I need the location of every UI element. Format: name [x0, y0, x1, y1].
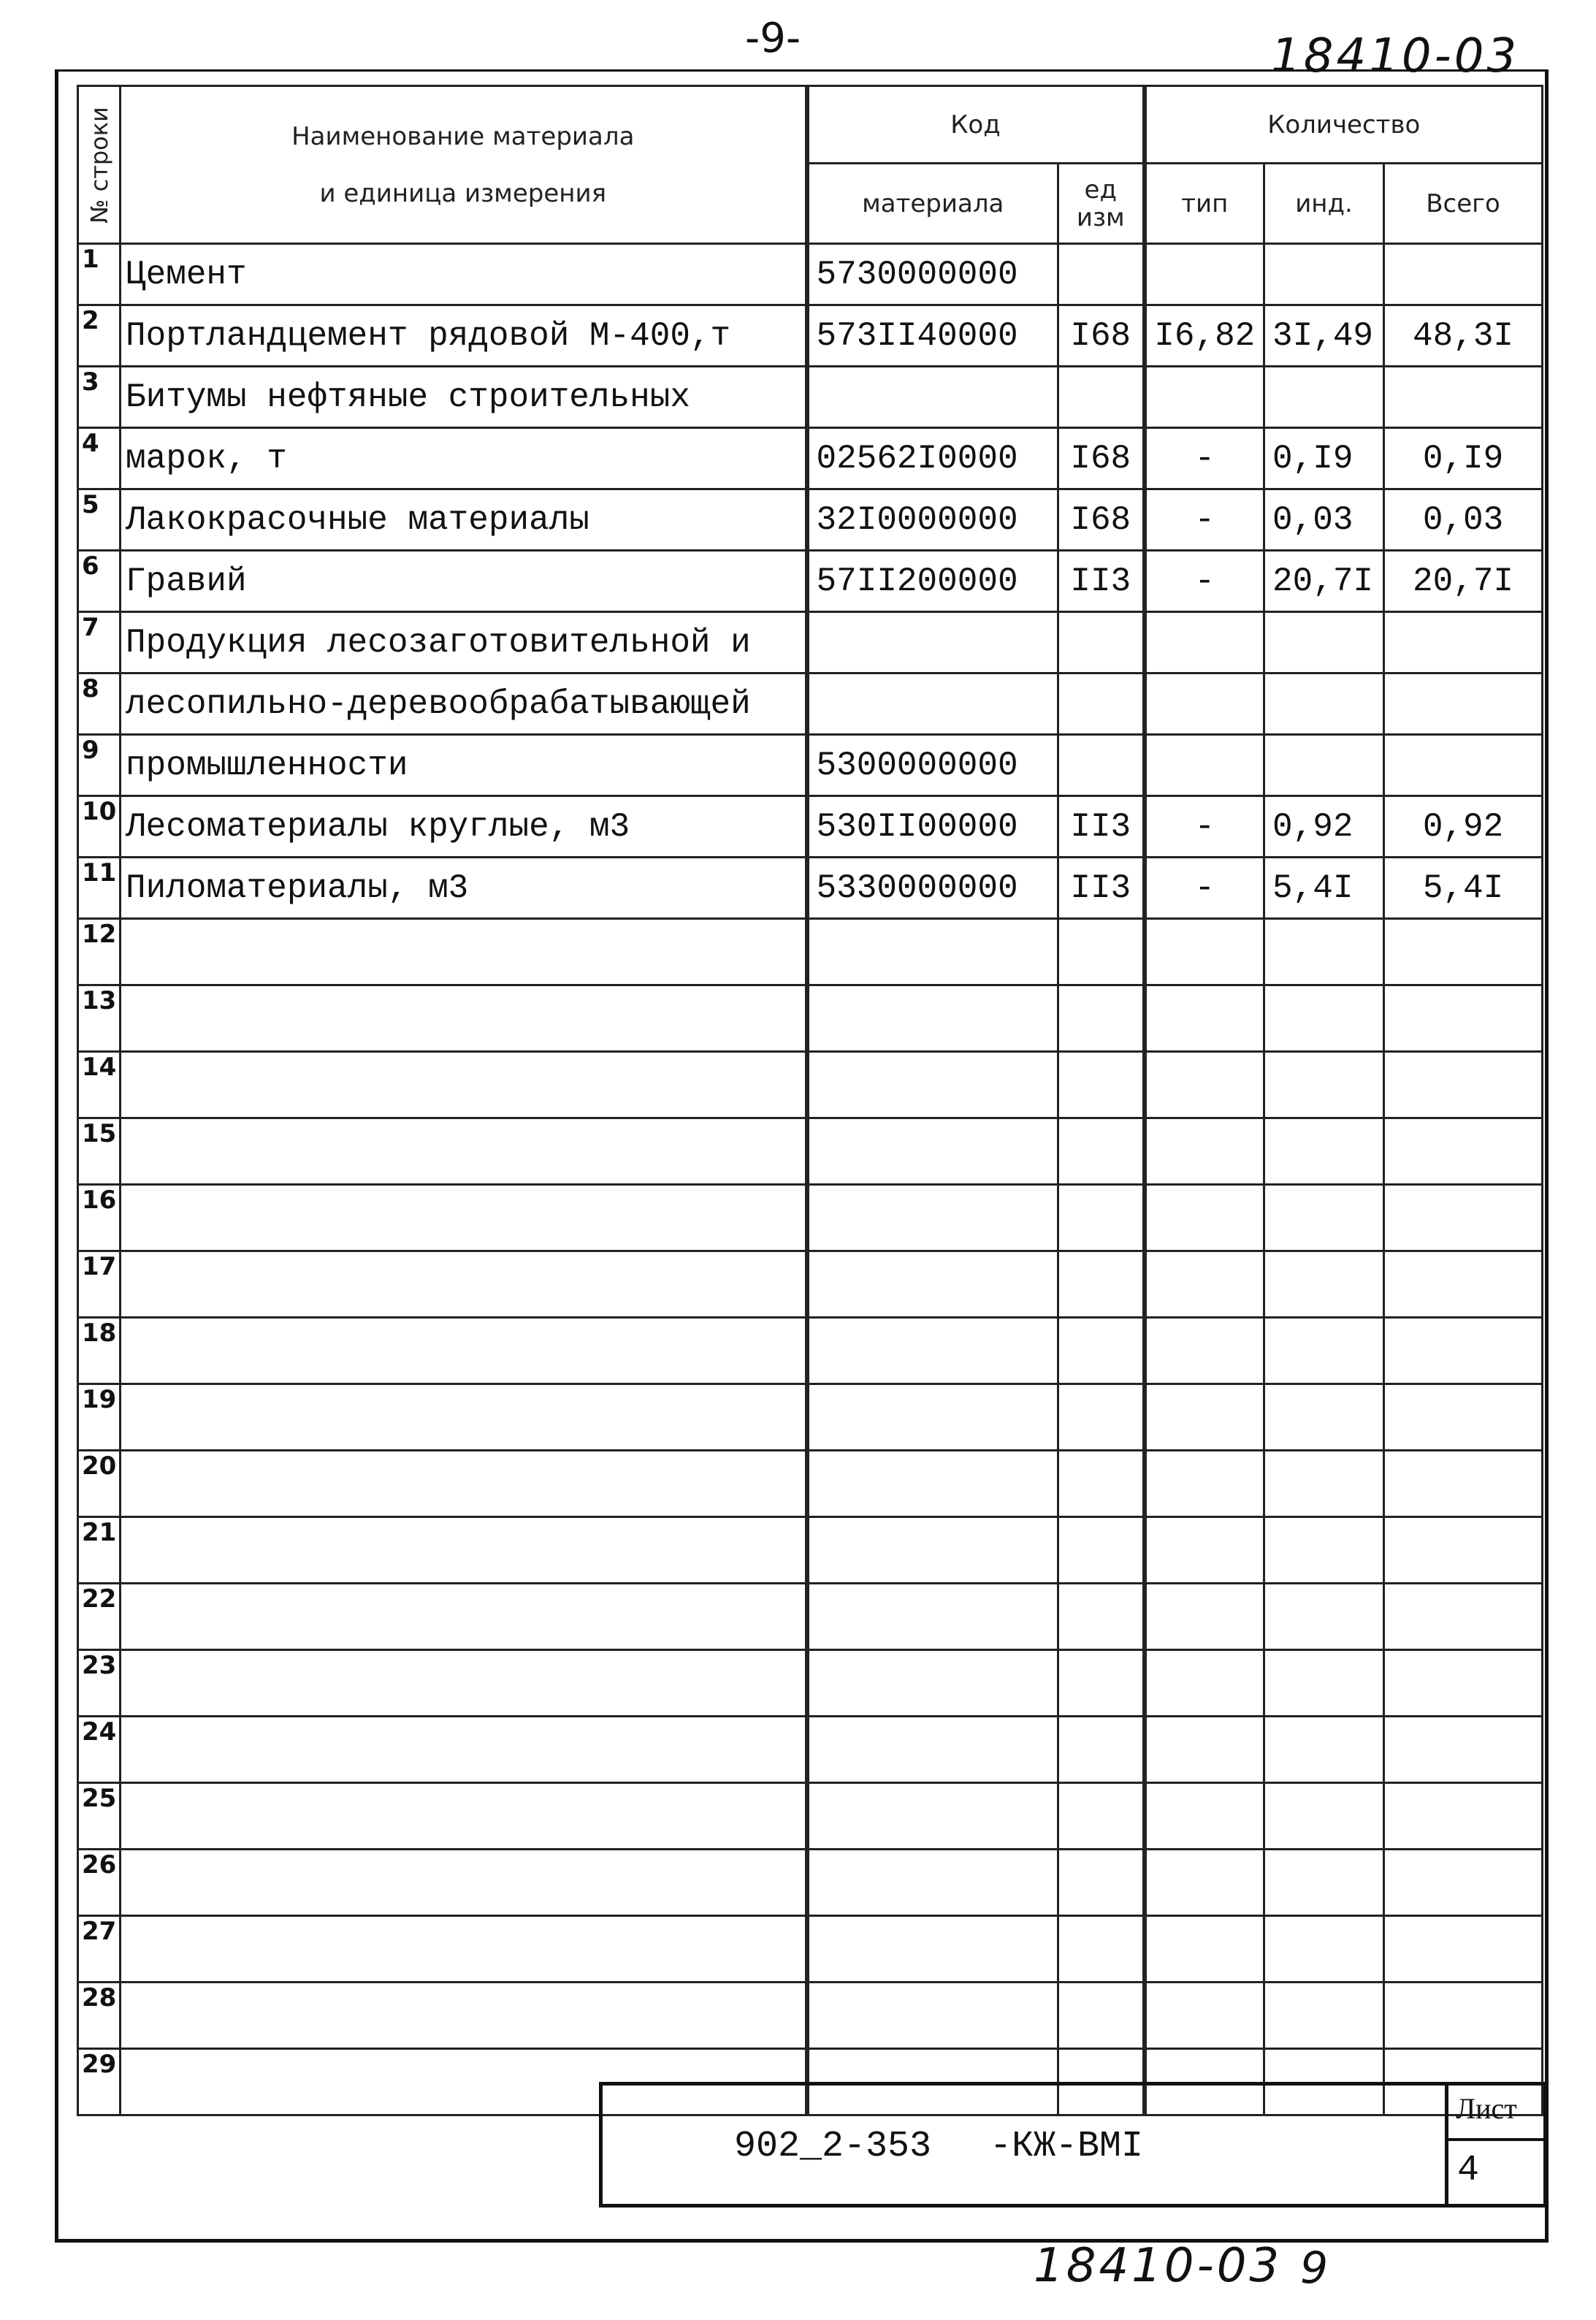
material-code: 5730000000	[807, 244, 1058, 305]
row-number: 13	[78, 985, 121, 1052]
table-row	[78, 735, 1543, 796]
qty-ind: 3I,49	[1264, 305, 1384, 367]
unit-code: I68	[1058, 305, 1145, 367]
qty-type	[1145, 1850, 1264, 1916]
document-code-bottom: 18410-03	[1034, 2239, 1283, 2293]
qty-total: 5,4I	[1384, 858, 1543, 919]
table-row-empty	[78, 1916, 1543, 1983]
qty-type	[1145, 985, 1264, 1052]
header-code: Код	[807, 86, 1145, 164]
material-code	[807, 1916, 1058, 1983]
material-name: марок, т	[121, 428, 807, 489]
material-code	[807, 367, 1058, 428]
material-code	[807, 1517, 1058, 1584]
page-mark-bottom: 9	[1300, 2243, 1329, 2294]
qty-ind	[1264, 1916, 1384, 1983]
material-name	[121, 1983, 807, 2049]
qty-ind	[1264, 1451, 1384, 1517]
qty-ind: 0,03	[1264, 489, 1384, 551]
material-name	[121, 1384, 807, 1451]
unit-code: II3	[1058, 858, 1145, 919]
row-number: 4	[78, 428, 121, 489]
qty-type: -	[1145, 551, 1264, 612]
qty-ind	[1264, 1384, 1384, 1451]
unit-code	[1058, 1783, 1145, 1850]
row-number: 3	[78, 367, 121, 428]
material-code: 32I0000000	[807, 489, 1058, 551]
material-name	[121, 1052, 807, 1118]
row-number: 1	[78, 244, 121, 305]
qty-type	[1145, 1052, 1264, 1118]
qty-total	[1384, 1517, 1543, 1584]
row-number: 2	[78, 305, 121, 367]
material-code	[807, 1650, 1058, 1717]
header-qty-total: Всего	[1384, 164, 1543, 244]
table-row-empty	[78, 1052, 1543, 1118]
row-number: 20	[78, 1451, 121, 1517]
row-number: 14	[78, 1052, 121, 1118]
qty-ind	[1264, 367, 1384, 428]
qty-ind	[1264, 1650, 1384, 1717]
unit-code	[1058, 1451, 1145, 1517]
materials-table	[77, 85, 1543, 2116]
row-number: 11	[78, 858, 121, 919]
material-name: Пиломатериалы, м3	[121, 858, 807, 919]
table-row	[78, 796, 1543, 858]
unit-code	[1058, 674, 1145, 735]
form-sheet	[55, 69, 1549, 2243]
material-name: Цемент	[121, 244, 807, 305]
qty-total	[1384, 735, 1543, 796]
material-code	[807, 1717, 1058, 1783]
qty-total: 20,7I	[1384, 551, 1543, 612]
qty-type	[1145, 1251, 1264, 1318]
material-name	[121, 919, 807, 985]
header-row-number	[78, 86, 121, 244]
material-code: 530II00000	[807, 796, 1058, 858]
unit-code	[1058, 1584, 1145, 1650]
qty-ind: 0,I9	[1264, 428, 1384, 489]
table-row	[78, 674, 1543, 735]
material-name: Портландцемент рядовой М-400,т	[121, 305, 807, 367]
title-block	[599, 2082, 1547, 2208]
row-number: 7	[78, 612, 121, 674]
row-number: 22	[78, 1584, 121, 1650]
qty-type	[1145, 1384, 1264, 1451]
row-number: 9	[78, 735, 121, 796]
qty-type	[1145, 367, 1264, 428]
unit-code	[1058, 612, 1145, 674]
table-row	[78, 367, 1543, 428]
table-row	[78, 428, 1543, 489]
table-row-empty	[78, 1783, 1543, 1850]
material-code	[807, 1052, 1058, 1118]
qty-type: -	[1145, 489, 1264, 551]
material-name	[121, 1850, 807, 1916]
material-code	[807, 612, 1058, 674]
material-code	[807, 985, 1058, 1052]
material-name	[121, 1118, 807, 1185]
header-code-unit: ед изм	[1058, 164, 1145, 244]
qty-ind	[1264, 674, 1384, 735]
unit-code	[1058, 367, 1145, 428]
unit-code	[1058, 985, 1145, 1052]
qty-total: 0,03	[1384, 489, 1543, 551]
qty-type: -	[1145, 796, 1264, 858]
material-name	[121, 1717, 807, 1783]
unit-code	[1058, 1650, 1145, 1717]
material-code	[807, 1584, 1058, 1650]
sheet-divider	[1448, 2138, 1543, 2141]
qty-ind	[1264, 1118, 1384, 1185]
table-row-empty	[78, 985, 1543, 1052]
header-code-material: материала	[807, 164, 1058, 244]
qty-type	[1145, 1185, 1264, 1251]
row-number: 5	[78, 489, 121, 551]
material-name	[121, 1584, 807, 1650]
qty-ind	[1264, 1185, 1384, 1251]
qty-type	[1145, 1916, 1264, 1983]
unit-code	[1058, 1983, 1145, 2049]
sheet-cell	[1445, 2086, 1543, 2204]
table-row	[78, 858, 1543, 919]
unit-code	[1058, 1717, 1145, 1783]
qty-total: 0,92	[1384, 796, 1543, 858]
table-row-empty	[78, 1717, 1543, 1783]
qty-total	[1384, 1384, 1543, 1451]
unit-code: I68	[1058, 489, 1145, 551]
qty-ind	[1264, 244, 1384, 305]
material-code	[807, 1783, 1058, 1850]
row-number: 17	[78, 1251, 121, 1318]
row-number: 12	[78, 919, 121, 985]
title-block-code: 902_2-353	[734, 2126, 932, 2167]
qty-total	[1384, 1783, 1543, 1850]
qty-ind	[1264, 1783, 1384, 1850]
material-name	[121, 1318, 807, 1384]
material-code	[807, 1185, 1058, 1251]
qty-type	[1145, 735, 1264, 796]
qty-type	[1145, 1451, 1264, 1517]
qty-type: -	[1145, 858, 1264, 919]
material-code	[807, 674, 1058, 735]
material-name: Лесоматериалы круглые, м3	[121, 796, 807, 858]
sheet-number: 4	[1457, 2150, 1480, 2191]
unit-code	[1058, 1251, 1145, 1318]
qty-ind: 5,4I	[1264, 858, 1384, 919]
row-number: 27	[78, 1916, 121, 1983]
row-number: 19	[78, 1384, 121, 1451]
material-code	[807, 1118, 1058, 1185]
material-code	[807, 1983, 1058, 2049]
material-name	[121, 1783, 807, 1850]
qty-total: 48,3I	[1384, 305, 1543, 367]
qty-total	[1384, 674, 1543, 735]
document-code-top: 18410-03	[1271, 29, 1520, 83]
qty-ind	[1264, 612, 1384, 674]
qty-total	[1384, 367, 1543, 428]
qty-type	[1145, 1983, 1264, 2049]
row-number: 21	[78, 1517, 121, 1584]
qty-total	[1384, 1717, 1543, 1783]
table-row-empty	[78, 1850, 1543, 1916]
qty-ind: 0,92	[1264, 796, 1384, 858]
row-number: 23	[78, 1650, 121, 1717]
material-code: 5330000000	[807, 858, 1058, 919]
material-code: 573II40000	[807, 305, 1058, 367]
unit-code	[1058, 1052, 1145, 1118]
unit-code	[1058, 244, 1145, 305]
material-code: 57II200000	[807, 551, 1058, 612]
material-code: 02562I0000	[807, 428, 1058, 489]
qty-type	[1145, 1517, 1264, 1584]
header-quantity: Количество	[1145, 86, 1543, 164]
sheet-label: Лист	[1456, 2092, 1517, 2125]
header-qty-ind: инд.	[1264, 164, 1384, 244]
qty-type	[1145, 1650, 1264, 1717]
material-code	[807, 1251, 1058, 1318]
page-number: -9-	[745, 15, 801, 62]
qty-total	[1384, 985, 1543, 1052]
qty-total	[1384, 1185, 1543, 1251]
qty-total	[1384, 919, 1543, 985]
material-name: лесопильно-деревообрабатывающей	[121, 674, 807, 735]
qty-ind	[1264, 1251, 1384, 1318]
qty-ind	[1264, 1983, 1384, 2049]
unit-code	[1058, 1118, 1145, 1185]
qty-total	[1384, 1318, 1543, 1384]
qty-ind	[1264, 1318, 1384, 1384]
row-number: 15	[78, 1118, 121, 1185]
material-name	[121, 985, 807, 1052]
table-row-empty	[78, 1185, 1543, 1251]
row-number: 10	[78, 796, 121, 858]
material-name	[121, 1650, 807, 1717]
unit-code: II3	[1058, 551, 1145, 612]
table-row-empty	[78, 1251, 1543, 1318]
qty-ind	[1264, 919, 1384, 985]
table-row-empty	[78, 1983, 1543, 2049]
material-name: Продукция лесозаготовительной и	[121, 612, 807, 674]
material-name: промышленности	[121, 735, 807, 796]
qty-ind	[1264, 1517, 1384, 1584]
qty-type	[1145, 612, 1264, 674]
qty-total	[1384, 1118, 1543, 1185]
qty-ind	[1264, 735, 1384, 796]
qty-total	[1384, 1916, 1543, 1983]
row-number: 25	[78, 1783, 121, 1850]
table-row-empty	[78, 1584, 1543, 1650]
row-number: 29	[78, 2049, 121, 2115]
qty-type	[1145, 1584, 1264, 1650]
row-number: 18	[78, 1318, 121, 1384]
unit-code: II3	[1058, 796, 1145, 858]
material-name: Битумы нефтяные строительных	[121, 367, 807, 428]
qty-ind	[1264, 985, 1384, 1052]
header-material-name	[121, 86, 807, 244]
qty-total	[1384, 1850, 1543, 1916]
qty-type: -	[1145, 428, 1264, 489]
unit-code	[1058, 1318, 1145, 1384]
row-number: 6	[78, 551, 121, 612]
qty-ind	[1264, 1717, 1384, 1783]
unit-code: I68	[1058, 428, 1145, 489]
table-row-empty	[78, 1517, 1543, 1584]
table-row-empty	[78, 1384, 1543, 1451]
unit-code	[1058, 1384, 1145, 1451]
table-row-empty	[78, 1118, 1543, 1185]
qty-type	[1145, 1318, 1264, 1384]
qty-ind	[1264, 1052, 1384, 1118]
header-name-line1: Наименование материала	[291, 121, 635, 151]
table-row	[78, 551, 1543, 612]
row-number: 8	[78, 674, 121, 735]
material-name: Гравий	[121, 551, 807, 612]
material-code	[807, 1318, 1058, 1384]
qty-type	[1145, 244, 1264, 305]
qty-type	[1145, 1118, 1264, 1185]
qty-total	[1384, 244, 1543, 305]
qty-type	[1145, 1717, 1264, 1783]
qty-total	[1384, 1584, 1543, 1650]
qty-ind: 20,7I	[1264, 551, 1384, 612]
material-name	[121, 1517, 807, 1584]
row-number: 28	[78, 1983, 121, 2049]
material-name	[121, 1185, 807, 1251]
material-name: Лакокрасочные материалы	[121, 489, 807, 551]
qty-total	[1384, 1983, 1543, 2049]
qty-type	[1145, 674, 1264, 735]
header-row-number-label: № строки	[85, 106, 113, 224]
qty-total	[1384, 1451, 1543, 1517]
table-row-empty	[78, 1451, 1543, 1517]
table-row	[78, 612, 1543, 674]
qty-total	[1384, 1650, 1543, 1717]
table-row	[78, 244, 1543, 305]
unit-code	[1058, 1850, 1145, 1916]
row-number: 24	[78, 1717, 121, 1783]
qty-type	[1145, 1783, 1264, 1850]
qty-type	[1145, 919, 1264, 985]
header-name-line2: и единица измерения	[319, 178, 607, 208]
qty-ind	[1264, 1850, 1384, 1916]
qty-total: 0,I9	[1384, 428, 1543, 489]
table-row	[78, 305, 1543, 367]
material-code	[807, 919, 1058, 985]
qty-total	[1384, 1052, 1543, 1118]
unit-code	[1058, 735, 1145, 796]
row-number: 16	[78, 1185, 121, 1251]
row-number: 26	[78, 1850, 121, 1916]
unit-code	[1058, 919, 1145, 985]
qty-total	[1384, 1251, 1543, 1318]
material-code	[807, 1384, 1058, 1451]
unit-code	[1058, 1916, 1145, 1983]
material-name	[121, 1916, 807, 1983]
material-name	[121, 1451, 807, 1517]
title-block-suffix: -КЖ-ВМI	[990, 2126, 1144, 2167]
qty-ind	[1264, 1584, 1384, 1650]
unit-code	[1058, 1185, 1145, 1251]
qty-total	[1384, 612, 1543, 674]
qty-type: I6,82	[1145, 305, 1264, 367]
unit-code	[1058, 1517, 1145, 1584]
table-row	[78, 489, 1543, 551]
table-row-empty	[78, 1650, 1543, 1717]
table-row-empty	[78, 1318, 1543, 1384]
material-code: 5300000000	[807, 735, 1058, 796]
material-name	[121, 1251, 807, 1318]
material-code	[807, 1451, 1058, 1517]
material-code	[807, 1850, 1058, 1916]
header-qty-type: тип	[1145, 164, 1264, 244]
table-row-empty	[78, 919, 1543, 985]
